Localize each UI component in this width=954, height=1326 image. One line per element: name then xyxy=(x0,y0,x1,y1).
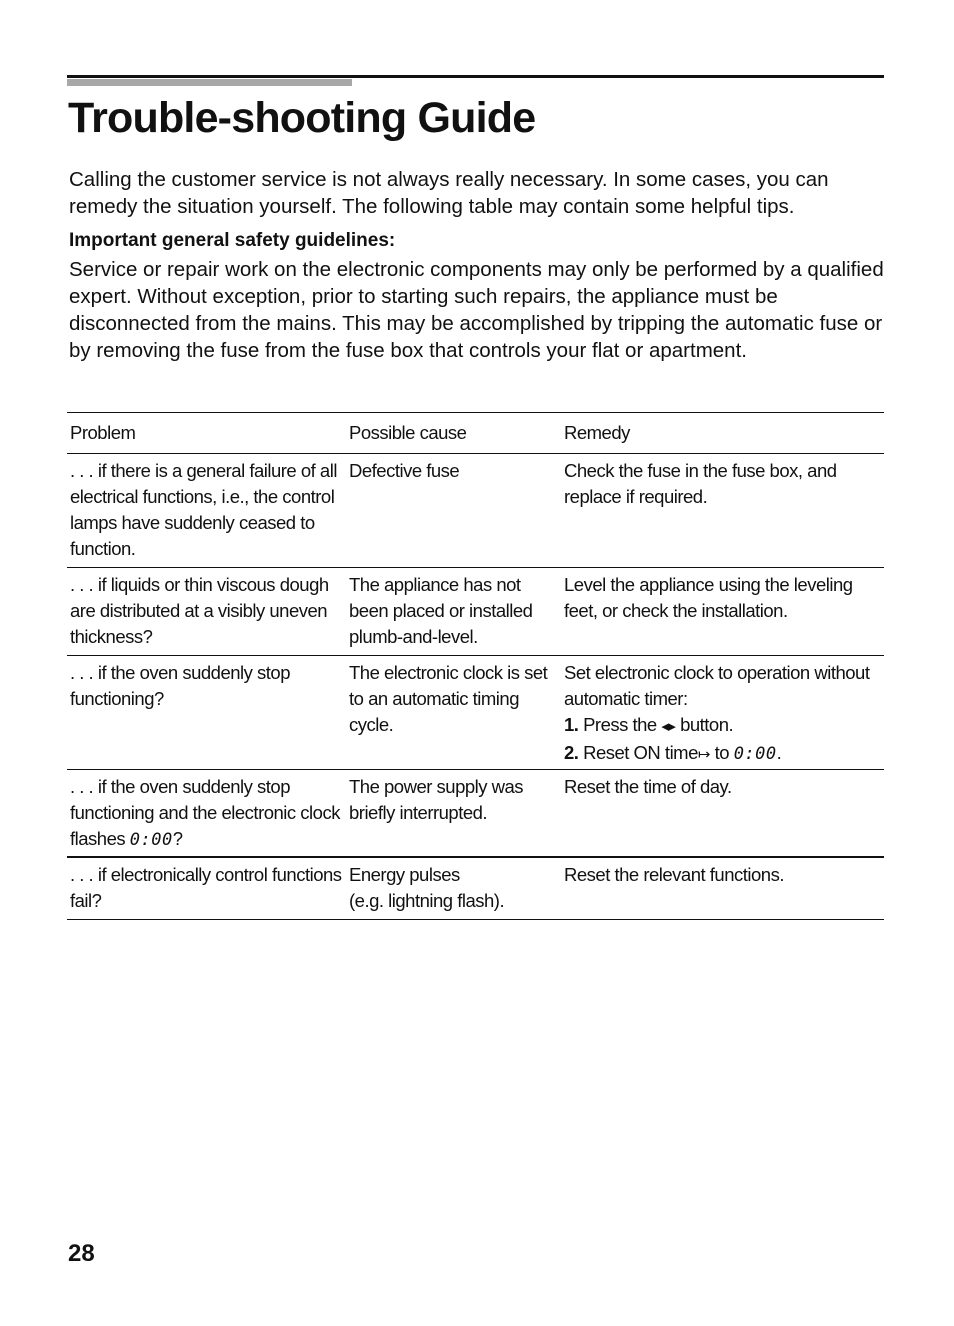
cause-line: (e.g. lightning flash). xyxy=(349,890,505,911)
header-problem: Problem xyxy=(70,422,136,443)
problem-cell: . . . if the oven suddenly stop functioning? xyxy=(70,662,291,709)
header-rule xyxy=(67,75,884,78)
remedy-step-1 xyxy=(564,712,884,740)
step-text: Reset ON time xyxy=(583,742,698,763)
clock-display: 0:00 xyxy=(733,744,777,764)
remedy-step-2 xyxy=(564,740,884,768)
table-row xyxy=(67,568,884,656)
header-cause: Possible cause xyxy=(349,422,467,443)
step-text: button. xyxy=(680,714,734,735)
clock-display: 0:00 xyxy=(129,830,173,850)
problem-cell: . . . if there is a general failure of all electrical functions, i.e., the control lamps have suddenly ceased to function. xyxy=(70,460,337,559)
intro-paragraph: Calling the customer service is not always really necessary. In some cases, you can remedy the situation yourself. The following table may contain some helpful tips. xyxy=(69,168,829,218)
table-row xyxy=(67,656,884,770)
cause-cell: The appliance has not been placed or installed plumb-and-level. xyxy=(349,574,533,647)
problem-cell xyxy=(67,770,346,856)
remedy-cell: Check the fuse in the fuse box, and replace if required. xyxy=(564,460,837,507)
table-row xyxy=(67,858,884,920)
troubleshooting-table xyxy=(67,412,884,920)
remedy-cell: Reset the time of day. xyxy=(564,776,732,797)
cause-cell: The power supply was briefly interrupted. xyxy=(349,776,524,823)
table-row xyxy=(67,454,884,568)
safety-paragraph: Service or repair work on the electronic components may only be performed by a qualified expert. Without exception, prior to starting such repairs, the appliance must be disconnected from the mains. This may be accomplished by tripping the automatic fuse or by removing the fuse from the fuse box that controls your flat or apartment. xyxy=(69,258,884,362)
remedy-cell: Reset the relevant functions. xyxy=(564,864,784,885)
problem-cell: . . . if liquids or thin viscous dough are distributed at a visibly uneven thickness? xyxy=(70,574,329,647)
on-time-icon: ↦ xyxy=(697,746,710,763)
cause-line: Energy pulses xyxy=(349,864,460,885)
step-number: 2. xyxy=(564,742,579,763)
remedy-cell xyxy=(562,656,884,769)
table-header-row xyxy=(67,413,884,454)
problem-text: . . . if the oven suddenly stop functioning and the electronic clock flashes xyxy=(70,776,340,849)
cause-cell xyxy=(346,858,562,919)
remedy-cell: Level the appliance using the leveling feet, or check the installation. xyxy=(564,574,853,621)
problem-cell: . . . if electronically control functions fail? xyxy=(70,864,342,911)
remedy-intro: Set electronic clock to operation without automatic timer: xyxy=(564,662,870,709)
step-text: Press the xyxy=(583,714,657,735)
header-accent-bar xyxy=(67,79,352,86)
table-row xyxy=(67,770,884,858)
cause-cell: The electronic clock is set to an automatic timing cycle. xyxy=(349,662,548,735)
safety-heading: Important general safety guidelines: xyxy=(69,230,396,251)
page-number: 28 xyxy=(68,1240,95,1267)
step-text: . xyxy=(776,742,782,763)
header-remedy: Remedy xyxy=(564,422,630,443)
left-right-arrow-icon: ◂▸ xyxy=(661,718,676,735)
step-number: 1. xyxy=(564,714,579,735)
step-text: to xyxy=(714,742,730,763)
cause-cell: Defective fuse xyxy=(349,460,460,481)
page-title: Trouble-shooting Guide xyxy=(68,94,536,142)
problem-text: ? xyxy=(172,828,183,849)
